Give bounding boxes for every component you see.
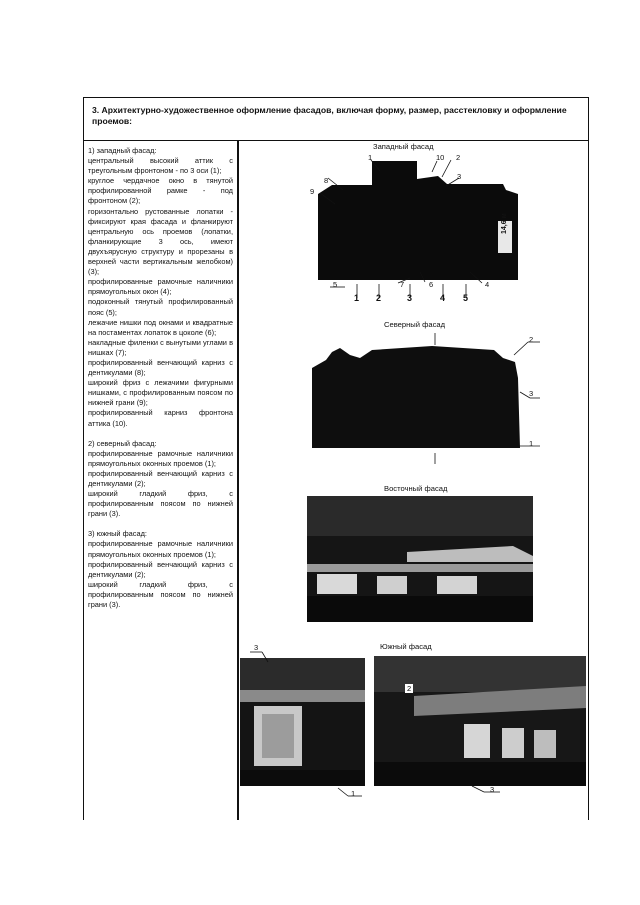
south-left-label-3: 3 — [254, 643, 259, 652]
south-right-label-3: 3 — [490, 785, 495, 794]
section-title: 3. Архитектурно-художественное оформление фасадов, включая форму, размер, расстекловку и оформление проемов: — [92, 105, 567, 126]
north-facade-caption: Северный фасад — [384, 320, 446, 329]
south-item: профилированный венчающий карниз с дентикулами (2); — [88, 559, 233, 579]
west-axis-2: 2 — [376, 293, 382, 303]
north-item: 2) северный фасад: — [88, 438, 157, 448]
west-label-6: 6 — [429, 280, 434, 289]
west-label-7: 7 — [400, 280, 405, 289]
north-label-3: 3 — [529, 389, 534, 398]
south-right-label-2: 2 — [407, 684, 412, 693]
west-item: центральный высокий аттик с треугольным фронтоном - по 3 оси (1); — [88, 156, 233, 176]
west-item: горизонтально рустованные лопатки - фиксируют края фасада и фланкируют центральную ось проемов (лопатки, фланкирующие 3 ось, имеют двухъярусную структуру и прорезаны в верхней части вертикальным желобком) (3); — [88, 206, 233, 277]
north-item: широкий гладкий фриз, с профилированным поясом по нижней грани (3). — [88, 489, 233, 519]
west-label-3: 3 — [457, 172, 462, 181]
north-item: профилированный венчающий карниз с дентикулами (2); — [88, 468, 233, 488]
west-label-9: 9 — [310, 187, 315, 196]
south-item: широкий гладкий фриз, с профилированным поясом по нижней грани (3). — [88, 579, 233, 610]
west-item: накладные филенки с вынутыми углами в нишках (7); — [88, 337, 233, 357]
west-label-10: 10 — [436, 153, 445, 162]
west-label-2: 2 — [456, 153, 461, 162]
south-left-label-1: 1 — [351, 789, 356, 798]
north-label-1: 1 — [529, 439, 534, 448]
west-label-1: 1 — [368, 153, 373, 162]
south-item: профилированные рамочные наличники прямоугольных оконных проемов (1); — [88, 539, 233, 559]
south-item: 3) южный фасад: — [88, 529, 147, 539]
west-item: круглое чердачное окно в тянутой профилированной рамке - под фронтоном (2); — [88, 176, 233, 206]
west-item: подоконный тянутый профилированный пояс (5); — [88, 297, 233, 317]
west-axis-3: 3 — [407, 293, 413, 303]
east-facade-caption: Восточный фасад — [384, 484, 448, 493]
west-label-5: 5 — [333, 280, 338, 289]
west-axis-4: 4 — [440, 293, 446, 303]
north-label-2: 2 — [529, 335, 534, 344]
west-axis-1: 1 — [354, 293, 360, 303]
west-item: профилированный венчающий карниз с дентикулами (8); — [88, 357, 233, 378]
west-label-8: 8 — [324, 176, 329, 185]
west-item: профилированный карниз фронтона аттика (10). — [88, 408, 233, 428]
west-dimension-label: 14,6 м — [501, 213, 508, 234]
west-item: лежачие нишки под окнами и квадратные на постаментах лопаток в цоколе (6); — [88, 317, 233, 337]
north-item: профилированные рамочные наличники прямоугольных оконных проемов (1); — [88, 448, 233, 468]
west-axis-5: 5 — [463, 293, 469, 303]
west-facade-caption: Западный фасад — [373, 142, 434, 151]
west-label-4: 4 — [485, 280, 490, 289]
south-facade-caption: Южный фасад — [380, 642, 432, 651]
west-item: широкий фриз с лежачими фигурными нишками, с профилированным поясом по нижней грани (9); — [88, 378, 233, 408]
west-item: профилированные рамочные наличники прямоугольных окон (4); — [88, 277, 233, 297]
west-item: 1) западный фасад: — [88, 146, 157, 155]
